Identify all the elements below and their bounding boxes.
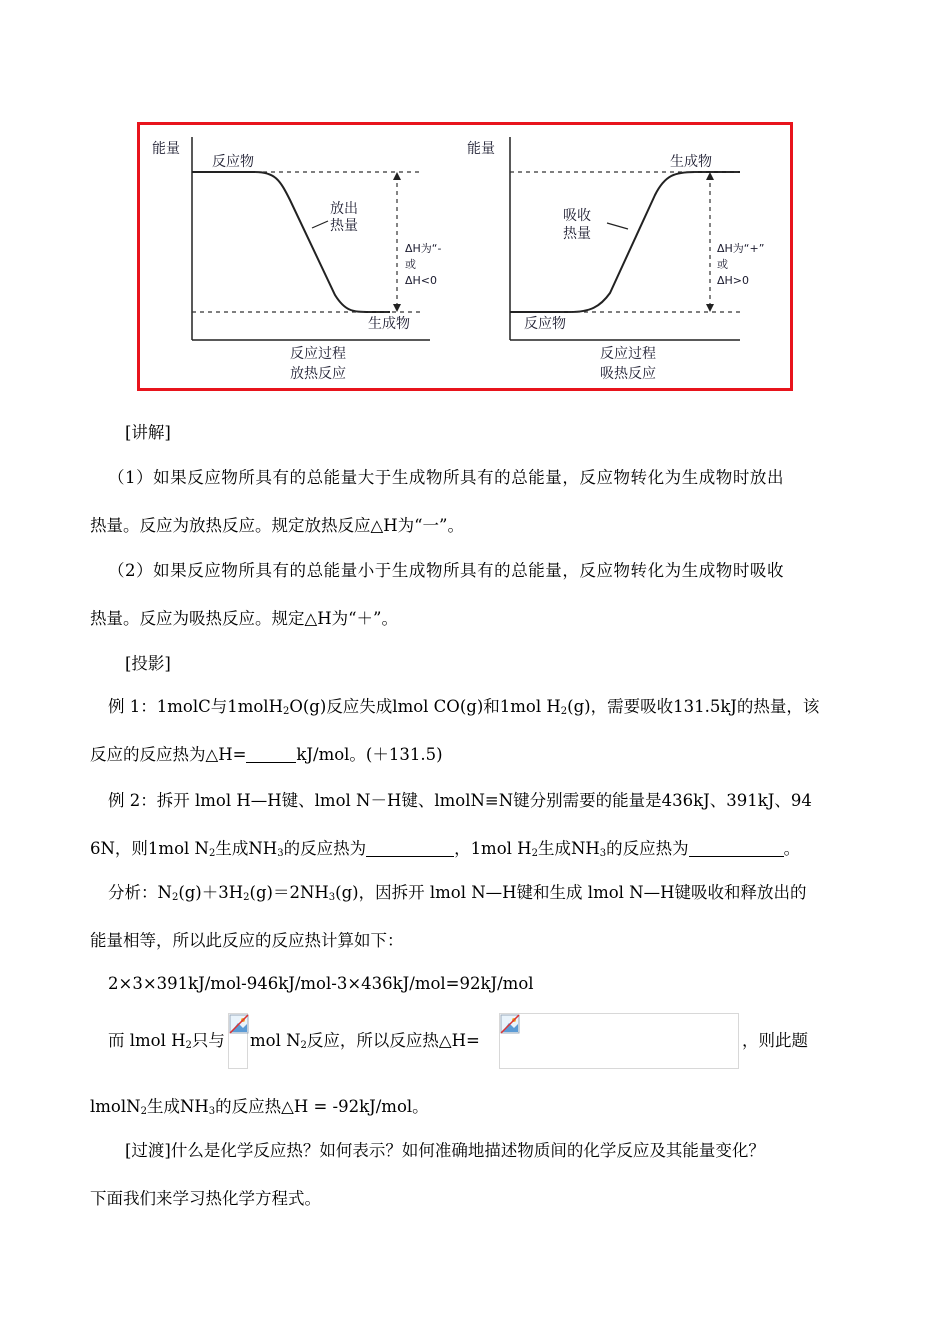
example-1-line-1: 例 1：1molC与1molH$_2$O(g)反应失成lmol CO(g)和1mol $H_2(g)$，需要吸收131.5kJ的热量，该 [108, 697, 820, 717]
calculation-line: 2×3×391kJ/mol-946kJ/mol-3×436kJ/mol=92kJ/mol [108, 974, 534, 993]
left-reactant-label: 反应物 [212, 154, 254, 170]
example-2-line-1: 例 2：拆开 lmol H—H键、lmol N－H键、lmolN≡N键分别需要的能量是436kJ、391kJ、94 [108, 791, 812, 810]
right-caption: 吸热反应 [600, 366, 656, 382]
answer-blank-2[interactable] [689, 840, 784, 857]
analysis-line-1: 分析：$N_2(g)+3H_2(g)=2NH_3(g)$，因拆开 lmol N—H键和生成 lmol N—H键吸收和释放出的 [108, 883, 807, 903]
energy-diagrams [140, 125, 790, 388]
left-dh-text-3: ΔH<0 [405, 274, 438, 287]
transition-line-2: 下面我们来学习热化学方程式。 [90, 1189, 321, 1208]
broken-image-placeholder-2 [499, 1013, 739, 1069]
left-dh-text-2: 或 [405, 258, 416, 271]
section-jiangjie: [讲解] [125, 423, 171, 442]
para-2-line-2: 热量。反应为吸热反应。规定△H为“＋”。 [90, 609, 398, 628]
right-y-axis-label: 能量 [467, 141, 495, 157]
right-x-axis-label: 反应过程 [600, 346, 656, 362]
broken-image-icon [500, 1014, 520, 1034]
left-caption: 放热反应 [290, 366, 346, 382]
section-touying: [投影] [125, 654, 171, 673]
para-1-line-1: （1）如果反应物所具有的总能量大于生成物所具有的总能量，反应物转化为生成物时放出 [108, 468, 784, 487]
left-arrow-note-1: 放出 [330, 201, 358, 217]
left-y-axis-label: 能量 [152, 141, 180, 157]
transition-line-1: [过渡]什么是化学反应热？如何表示？如何准确地描述物质间的化学反应及其能量变化？ [125, 1141, 765, 1160]
answer-blank-1[interactable] [366, 840, 454, 857]
right-dh-text-3: ΔH>0 [717, 274, 750, 287]
energy-diagram-figure [137, 122, 793, 391]
left-dh-text-1: ΔH为“- [405, 242, 442, 255]
right-dh-text-1: ΔH为“+” [717, 242, 765, 255]
right-arrow-note-1: 吸收 [563, 208, 591, 224]
exothermic-diagram [152, 137, 441, 382]
endothermic-diagram [467, 137, 764, 382]
example-1-line-2: 反应的反应热为△H= kJ/mol。(＋131.5) [90, 745, 443, 764]
left-energy-curve [192, 172, 390, 312]
analysis-line-2: 能量相等，所以此反应的反应热计算如下： [90, 931, 404, 950]
final-answer-line: lmolN$_2$生成$NH_3$的反应热△H = -92kJ/mol。 [90, 1097, 429, 1117]
line-er-part-3: ，则此题 [742, 1031, 808, 1050]
left-product-label: 生成物 [368, 316, 410, 332]
example-2-line-2: 6N，则1mol $N_2$生成$NH_3$的反应热为 ，1mol $H_2$生成$NH_3$的反应热为 。 [90, 839, 801, 859]
broken-image-icon [229, 1014, 249, 1034]
line-er-part-2: mol $N_2$反应，所以反应热△H= [250, 1031, 480, 1051]
broken-image-placeholder-1 [228, 1013, 248, 1069]
right-product-label: 生成物 [670, 154, 712, 170]
left-arrow-note-2: 热量 [330, 218, 358, 234]
right-energy-curve [510, 172, 740, 312]
para-2-line-1: （2）如果反应物所具有的总能量小于生成物所具有的总能量，反应物转化为生成物时吸收 [108, 561, 784, 580]
line-er-part-1: 而 lmol $H_2$只与 [108, 1031, 225, 1051]
left-x-axis-label: 反应过程 [290, 346, 346, 362]
answer-blank[interactable] [246, 746, 296, 763]
right-reactant-label: 反应物 [524, 316, 566, 332]
para-1-line-2: 热量。反应为放热反应。规定放热反应△H为“一”。 [90, 516, 464, 535]
right-dh-text-2: 或 [717, 258, 728, 271]
right-arrow-note-2: 热量 [563, 226, 591, 242]
